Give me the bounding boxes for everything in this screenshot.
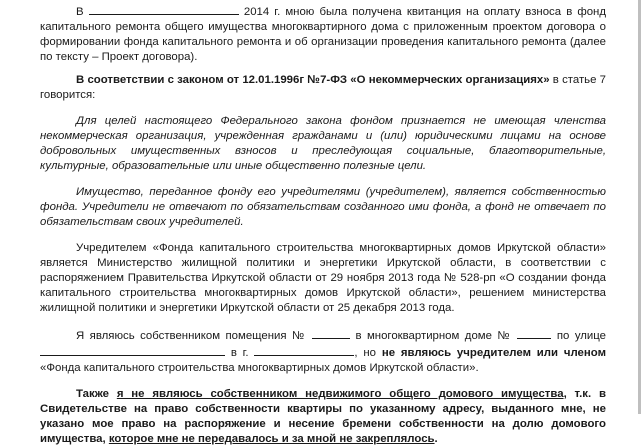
house-number-blank: [517, 327, 551, 339]
receipt-text: 2014 г. мною была получена квитанция на оплату взноса в фонд капитального ремонта общего имущества многоквартирного дома с приложенным проектом договора о формировании фонда капитального ремонта и об организации проведения капитального ремонта (далее по тексту – Проект договора).: [40, 6, 606, 63]
city-blank: [254, 344, 354, 356]
law-heading-bold: В соответствии с законом от 12.01.1996г №7-ФЗ «О некоммерческих организациях»: [76, 74, 550, 86]
final-not-transferred-underlined: которое мне не передавалось и за мной не закреплялось: [108, 433, 435, 445]
final-s5: .: [434, 433, 438, 445]
final-s1: Также: [76, 388, 117, 400]
owner-text-7: «Фонда капитального строительства многоквартирных домов Иркутской области».: [40, 362, 479, 374]
owner-not-founder: не являюсь учредителем или членом: [381, 347, 606, 359]
receipt-paragraph: [40, 3, 606, 65]
law-heading-rest: в статье 7 говорится:: [40, 74, 606, 101]
quote-fund-property: Имущество, переданное фонду его учредителями (учредителем), является собственностью фонда. Учредители не отвечают по обязательствам созданного ими фонда, а фонд не отвечает по обязательствам своих учредителей.: [40, 186, 606, 228]
owner-text-3: по улице: [556, 330, 607, 342]
law-heading: [40, 73, 606, 103]
receipt-prefix: В: [76, 6, 84, 18]
date-blank: [89, 3, 239, 15]
street-blank: [40, 344, 225, 356]
apartment-number-blank: [312, 327, 350, 339]
founder-paragraph: Учредителем «Фонда капитального строительства многоквартирных домов Иркутской области» является Министерство жилищной политики и энергетики Иркутской области, в соответствии с распоряжением Правительства Иркутской области от 29 ноября 2013 года № 528-рп «О создании фонда капитального строительства многоквартирных домов Иркутской области», решением министерства жилищной политики и энергетики Иркутской области от 25 декабря 2013 года.: [40, 242, 606, 314]
owner-text-5: , но: [354, 347, 376, 359]
final-paragraph: [40, 387, 606, 447]
owner-text-4: в г.: [230, 347, 249, 359]
document-page: [40, 3, 606, 447]
owner-paragraph: [40, 327, 606, 376]
final-not-owner-underlined: я не являюсь собственником недвижимого общего домового имущества: [116, 388, 564, 400]
quote-fund-definition: Для целей настоящего Федерального закона фондом признается не имеющая членства некоммерческая организация, учрежденная гражданами и (или) юридическими лицами на основе добровольных имущественных взносов и преследующая социальные, благотворительные, культурные, образовательные или иные общественно полезные цели.: [40, 115, 606, 172]
owner-text-2: в многоквартирном доме №: [355, 330, 512, 342]
owner-text-1: Я являюсь собственником помещения №: [76, 330, 307, 342]
final-s3: , т.к. в Свидетельстве на право собственности квартиры по указанному адресу, выданного мне, не указано мое право на распоряжение и несение бремени собственности на долю домового имущества,: [40, 388, 606, 445]
